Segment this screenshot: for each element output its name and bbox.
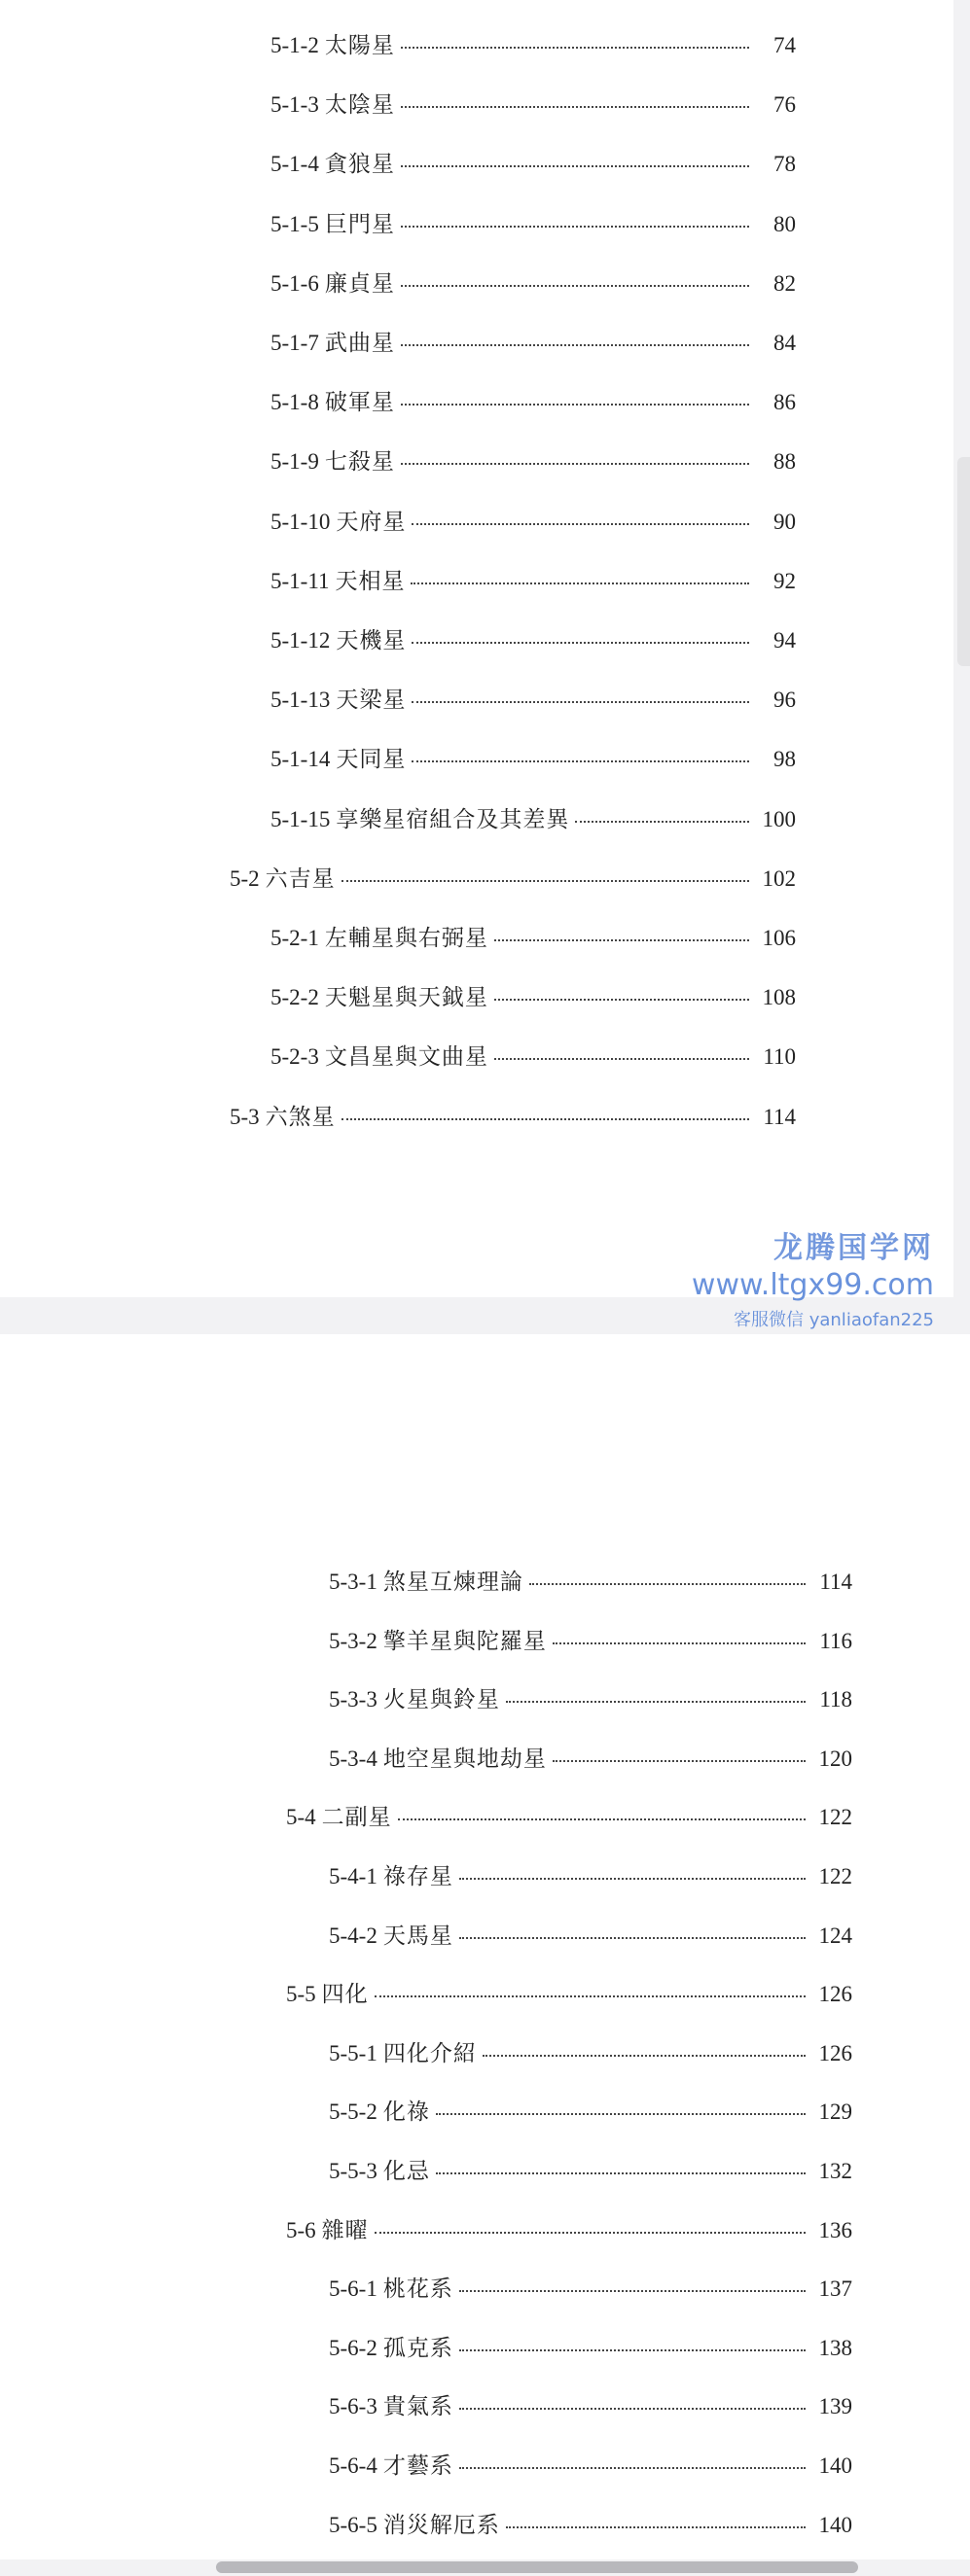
dot-leader [401, 463, 749, 465]
toc-entry[interactable] [329, 2388, 852, 2420]
toc-entry[interactable] [270, 801, 796, 833]
toc-entry-number: 5-3-1 [329, 1570, 377, 1594]
toc-entry-title: 孤克系 [382, 2335, 453, 2361]
watermark [681, 1223, 934, 1331]
toc-entry[interactable] [270, 979, 796, 1011]
toc-entry-page: 110 [763, 1044, 796, 1070]
toc-entry-page: 86 [773, 390, 796, 415]
toc-entry-number: 5-1-10 [270, 509, 331, 534]
toc-entry-number: 5-1-7 [270, 331, 319, 355]
toc-entry-page: 116 [819, 1628, 852, 1653]
toc-entry[interactable] [329, 1918, 852, 1950]
toc-entry[interactable] [286, 1799, 852, 1831]
toc-entry-number: 5-2-3 [270, 1044, 319, 1070]
toc-entry-page: 124 [818, 1923, 852, 1948]
toc-entry-title: 地空星與地劫星 [382, 1746, 547, 1772]
toc-entry-page: 118 [819, 1687, 852, 1712]
toc-entry[interactable] [286, 2212, 852, 2244]
toc-entry-title: 六吉星 [265, 865, 336, 892]
toc-entry-title: 二副星 [321, 1805, 392, 1831]
dot-leader [459, 1878, 806, 1880]
toc-entry[interactable] [329, 2094, 852, 2126]
toc-entry-page: 100 [762, 806, 796, 831]
toc-entry[interactable] [270, 87, 796, 119]
toc-entry-number: 5-1-4 [270, 152, 319, 177]
dot-leader [401, 226, 749, 228]
dot-leader [401, 404, 749, 406]
dot-leader [459, 1937, 806, 1939]
toc-entry-page: 139 [818, 2394, 852, 2419]
toc-entry-number: 5-1-9 [270, 449, 319, 475]
toc-entry-number: 5-1-3 [270, 92, 319, 118]
toc-entry-title: 貴氣系 [382, 2394, 453, 2420]
dot-leader [553, 1642, 806, 1644]
toc-entry-page: 108 [762, 985, 796, 1010]
toc-entry[interactable] [329, 2153, 852, 2185]
toc-entry-number: 5-1-2 [270, 33, 319, 57]
toc-entry-title: 桃花系 [382, 2276, 453, 2303]
dot-leader [459, 2349, 806, 2351]
dot-leader [412, 760, 749, 762]
dot-leader [401, 344, 749, 346]
toc-entry[interactable] [230, 861, 796, 893]
toc-entry[interactable] [270, 146, 796, 178]
toc-entry[interactable] [270, 920, 796, 952]
toc-entry-page: 84 [773, 331, 796, 355]
toc-entry[interactable] [230, 1099, 796, 1131]
dot-leader [412, 523, 749, 525]
toc-entry[interactable] [270, 206, 796, 238]
toc-entry-page: 82 [773, 270, 796, 296]
dot-leader [412, 642, 749, 644]
toc-entry[interactable] [329, 2330, 852, 2362]
toc-entry[interactable] [270, 1039, 796, 1071]
toc-entry-page: 122 [818, 1864, 852, 1888]
toc-entry-title: 天府星 [336, 509, 407, 535]
toc-entry-page: 80 [773, 211, 796, 236]
toc-entry-page: 126 [818, 1982, 852, 2007]
dot-leader [401, 106, 749, 108]
dot-leader [529, 1583, 806, 1585]
toc-entry-page: 88 [773, 449, 796, 475]
side-scroll-tab[interactable] [957, 457, 970, 666]
watermark-url: www.ltgx99.com [691, 1268, 934, 1302]
dot-leader [401, 47, 749, 49]
toc-entry-title: 火星與鈴星 [382, 1687, 500, 1713]
dot-leader [411, 582, 749, 584]
toc-entry-page: 74 [773, 33, 796, 57]
toc-entry[interactable] [329, 1741, 852, 1773]
toc-entry-number: 5-1-8 [270, 390, 319, 415]
toc-entry[interactable] [270, 27, 796, 59]
horizontal-scrollbar[interactable] [216, 2561, 858, 2573]
toc-entry-page: 114 [819, 1570, 852, 1594]
toc-entry-number: 5-1-12 [270, 628, 331, 653]
toc-entry-title: 擎羊星與陀羅星 [382, 1628, 547, 1654]
dot-leader [459, 2290, 806, 2292]
toc-entry[interactable] [329, 1858, 852, 1890]
dot-leader [494, 1058, 749, 1060]
toc-entry-page: 106 [762, 926, 796, 950]
toc-entry-title: 四化 [321, 1982, 369, 2008]
toc-entry-title: 享樂星宿組合及其差異 [336, 806, 570, 832]
toc-entry-page: 76 [773, 92, 796, 118]
toc-entry-number: 5-6-3 [329, 2394, 377, 2419]
toc-entry-page: 98 [773, 747, 796, 772]
toc-entry[interactable] [329, 2035, 852, 2067]
toc-entry-number: 5-1-13 [270, 688, 331, 713]
dot-leader [401, 165, 749, 167]
toc-entry-title: 天機星 [336, 628, 407, 653]
toc-entry-page: 102 [762, 865, 796, 891]
toc-entry-number: 5-4 [286, 1805, 316, 1830]
dot-leader [575, 821, 749, 823]
dot-leader [341, 880, 749, 882]
toc-entry-number: 5-3 [230, 1104, 260, 1129]
toc-entry[interactable] [329, 2271, 852, 2303]
dot-leader [459, 2408, 806, 2410]
toc-entry-number: 5-5-3 [329, 2159, 377, 2183]
toc-entry-number: 5-5 [286, 1982, 316, 2007]
toc-entry-number: 5-5-1 [329, 2040, 377, 2065]
toc-entry-number: 5-1-11 [270, 568, 330, 593]
toc-entry-page: 140 [818, 2512, 852, 2537]
toc-entry-number: 5-2 [230, 865, 260, 891]
toc-entry-number: 5-3-2 [329, 1628, 377, 1653]
toc-entry-title: 天梁星 [336, 688, 407, 714]
toc-entry-title: 煞星互煉理論 [382, 1570, 523, 1595]
toc-entry[interactable] [329, 1623, 852, 1655]
dot-leader [436, 2172, 806, 2174]
toc-entry-title: 天同星 [336, 747, 407, 773]
toc-entry-page: 92 [773, 568, 796, 593]
toc-entry-title: 天魁星與天鉞星 [324, 985, 488, 1011]
toc-entry-number: 5-4-1 [329, 1864, 377, 1888]
toc-entry-number: 5-2-2 [270, 985, 319, 1010]
dot-leader [375, 1995, 806, 1997]
toc-entry[interactable] [329, 2448, 852, 2480]
toc-entry[interactable] [329, 2507, 852, 2539]
toc-entry-title: 廉貞星 [324, 270, 395, 297]
toc-entry-number: 5-1-15 [270, 806, 331, 831]
toc-entry[interactable] [270, 682, 796, 714]
toc-entry-page: 94 [773, 628, 796, 653]
toc-entry-title: 天馬星 [382, 1923, 453, 1949]
toc-entry-number: 5-1-14 [270, 747, 331, 772]
toc-entry-number: 5-1-5 [270, 211, 319, 236]
toc-entry[interactable] [270, 622, 796, 654]
toc-entry[interactable] [286, 1976, 852, 2008]
toc-entry-page: 90 [773, 509, 796, 534]
toc-entry-title: 太陰星 [324, 92, 395, 119]
toc-entry-title: 武曲星 [324, 331, 395, 356]
toc-entry-page: 138 [818, 2335, 852, 2360]
toc-entry-number: 5-3-4 [329, 1746, 377, 1771]
toc-entry-title: 巨門星 [324, 211, 395, 237]
dot-leader [375, 2232, 806, 2234]
dot-leader [401, 285, 749, 287]
toc-entry-title: 七殺星 [324, 449, 395, 476]
toc-entry-page: 126 [818, 2040, 852, 2065]
toc-entry-page: 129 [818, 2100, 852, 2125]
toc-page-2 [0, 1334, 970, 2559]
toc-entry-page: 114 [763, 1104, 796, 1129]
toc-entry[interactable] [270, 384, 796, 416]
toc-entry[interactable] [270, 443, 796, 476]
dot-leader [506, 2526, 806, 2528]
dot-leader [341, 1118, 749, 1120]
toc-entry-number: 5-2-1 [270, 926, 319, 950]
toc-entry-number: 5-6 [286, 2217, 316, 2242]
dot-leader [506, 1701, 806, 1703]
toc-entry-title: 消災解厄系 [382, 2512, 500, 2538]
toc-entry-title: 太陽星 [324, 33, 395, 58]
toc-entry-page: 96 [773, 688, 796, 713]
toc-entry-number: 5-6-4 [329, 2453, 377, 2478]
dot-leader [494, 939, 749, 941]
toc-entry-page: 132 [818, 2159, 852, 2183]
toc-entry-title: 雜曜 [321, 2217, 369, 2243]
toc-entry-title: 六煞星 [265, 1104, 336, 1130]
dot-leader [494, 999, 749, 1001]
dot-leader [398, 1818, 806, 1820]
watermark-contact: 客服微信 yanliaofan225 [734, 1310, 934, 1330]
toc-entry[interactable] [329, 1564, 852, 1596]
toc-entry-title: 才藝系 [382, 2453, 453, 2479]
toc-entry-number: 5-1-6 [270, 270, 319, 296]
toc-entry-number: 5-5-2 [329, 2100, 377, 2125]
toc-entry-title: 左輔星與右弼星 [324, 926, 488, 951]
toc-entry-page: 137 [818, 2276, 852, 2302]
toc-entry-number: 5-6-5 [329, 2512, 377, 2537]
toc-entry-page: 122 [818, 1805, 852, 1830]
dot-leader [553, 1760, 806, 1762]
dot-leader [412, 701, 749, 703]
toc-entry[interactable] [270, 563, 796, 595]
toc-entry-title: 破軍星 [324, 390, 395, 416]
toc-entry-number: 5-6-2 [329, 2335, 377, 2360]
toc-entry-number: 5-3-3 [329, 1687, 377, 1712]
toc-entry-page: 78 [773, 152, 796, 177]
toc-entry-title: 化祿 [382, 2100, 430, 2126]
dot-leader [459, 2467, 806, 2469]
toc-entry-number: 5-4-2 [329, 1923, 377, 1948]
toc-entry-title: 天相星 [335, 568, 406, 594]
toc-entry[interactable] [270, 265, 796, 298]
toc-entry-page: 136 [818, 2217, 852, 2242]
toc-entry-title: 貪狼星 [324, 152, 395, 178]
toc-entry[interactable] [270, 325, 796, 357]
toc-entry[interactable] [329, 1681, 852, 1713]
toc-entry-page: 120 [818, 1746, 852, 1771]
dot-leader [436, 2113, 806, 2115]
toc-entry-page: 140 [818, 2453, 852, 2478]
toc-entry[interactable] [270, 504, 796, 536]
watermark-site-name: 龙腾国学网 [773, 1231, 934, 1265]
toc-entry-title: 化忌 [382, 2159, 430, 2184]
toc-entry-title: 四化介紹 [382, 2040, 477, 2066]
toc-entry-title: 祿存星 [382, 1864, 453, 1889]
dot-leader [483, 2055, 806, 2057]
toc-entry-title: 文昌星與文曲星 [324, 1044, 488, 1071]
toc-entry-number: 5-6-1 [329, 2276, 377, 2302]
toc-entry[interactable] [270, 741, 796, 773]
